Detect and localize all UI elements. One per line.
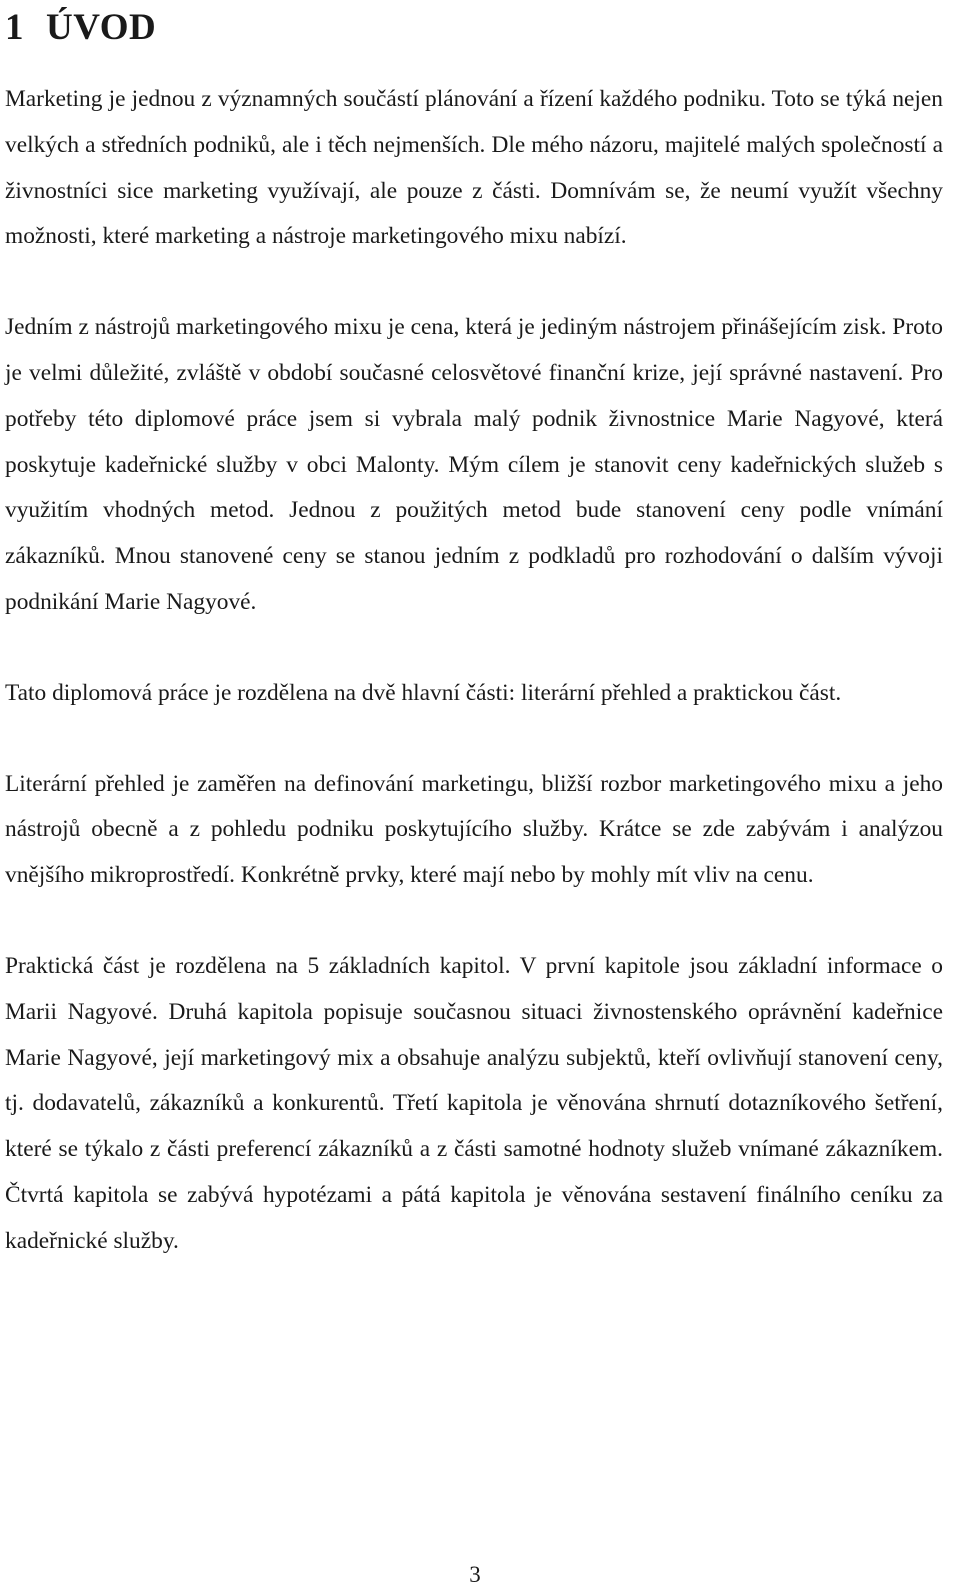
chapter-heading [5,0,943,50]
paragraph-price-goal: Jedním z nástrojů marketingového mixu je cena, která je jediným nástrojem přinášejícím zisk. Proto je velmi důležité, zvláště v období současné celosvětové finanční krize, její správné nastavení. Pro potřeby této diplomové práce jsem si vybrala malý podnik živnostnice Marie Nagyové, která poskytuje kadeřnické služby v obci Malonty. Mým cílem je stanovit ceny kadeřnických služeb s využitím vhodných metod. Jednou z použitých metod bude stanovení ceny podle vnímání zákazníků. Mnou stanovené ceny se stanou jedním z podkladů pro rozhodování o dalším vývoji podnikání Marie Nagyové. [5,314,943,615]
paragraph-literature-review: Literární přehled je zaměřen na definování marketingu, bližší rozbor marketingového mixu a jeho nástrojů obecně a z pohledu podniku poskytujícího služby. Krátce se zde zabývám i analýzou vnějšího mikroprostředí. Konkrétně prvky, které mají nebo by mohly mít vliv na cenu. [5,770,943,889]
paragraph-practical-part: Praktická část je rozdělena na 5 základních kapitol. V první kapitole jsou základní informace o Marii Nagyové. Druhá kapitola popisuje současnou situaci živnostenského oprávnění kadeřnice Marie Nagyové, její marketingový mix a obsahuje analýzu subjektů, kteří ovlivňují stanovení ceny, tj. dodavatelů, zákazníků a konkurentů. Třetí kapitola je věnována shrnutí dotazníkového šetření, které se týkalo z části preferencí zákazníků a z části samotné hodnoty služeb vnímané zákazníkem. Čtvrtá kapitola se zabývá hypotézami a pátá kapitola je věnována sestavení finálního ceníku za kadeřnické služby. [5,952,943,1254]
document-page [5,0,943,1265]
chapter-number: 1 [5,7,24,48]
chapter-title: ÚVOD [46,7,157,48]
page-number: 3 [469,1562,481,1587]
paragraph-intro-marketing: Marketing je jednou z významných součástí plánování a řízení každého podniku. Toto se týká nejen velkých a středních podniků, ale i těch nejmenších. Dle mého názoru, majitelé malých společností a živnostníci sice marketing využívají, ale pouze z části. Domnívám se, že neumí využít všechny možnosti, které marketing a nástroje marketingového mixu nabízí. [5,86,943,250]
paragraph-structure: Tato diplomová práce je rozdělena na dvě hlavní části: literární přehled a praktickou část. [5,679,842,706]
